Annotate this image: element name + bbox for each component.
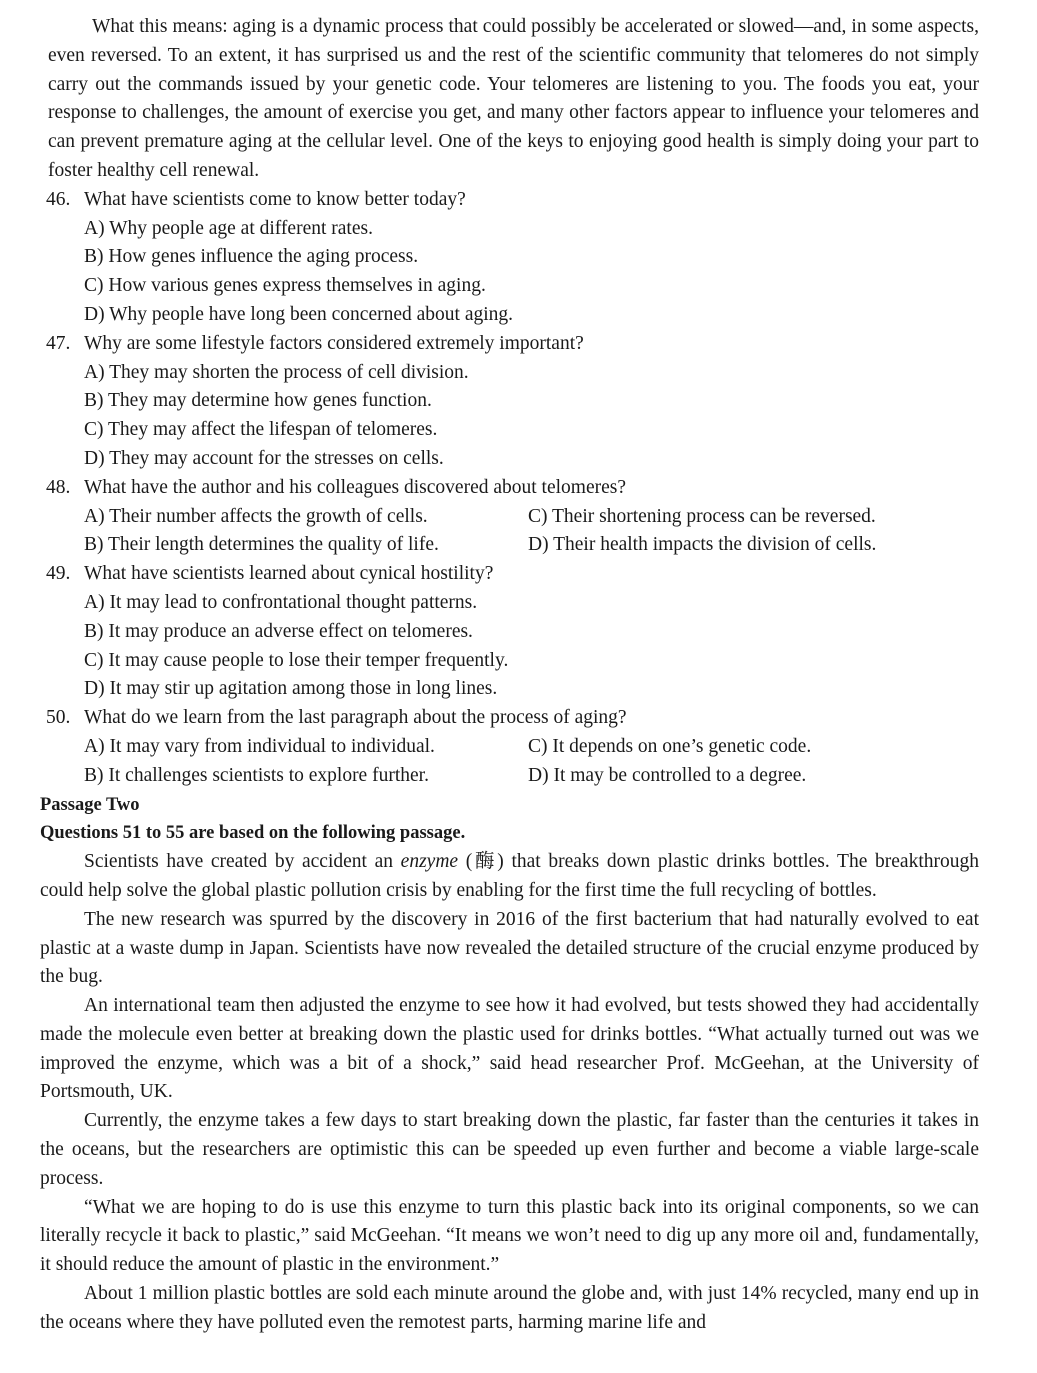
question-stem <box>46 560 979 589</box>
option-c: C) It may cause people to lose their temper frequently. <box>84 649 509 671</box>
passage-instruction: Questions 51 to 55 are based on the following passage. <box>40 823 466 844</box>
question-50 <box>40 704 979 790</box>
passage-paragraph: An international team then adjusted the enzyme to see how it had evolved, but tests showed they had accidentally made the molecule even better at breaking down the plastic used for drinks bottles. “What actually turned out was we improved the enzyme, which was a bit of a shock,” said head researcher Prof. McGeehan, at the University of Portsmouth, UK. <box>40 995 979 1103</box>
option-a: A) It may lead to confrontational thought patterns. <box>84 591 478 613</box>
option-d: D) It may stir up agitation among those in long lines. <box>84 678 498 700</box>
option-c: C) It depends on one’s genetic code. <box>528 735 812 757</box>
passage-paragraph: Currently, the enzyme takes a few days to start breaking down the plastic, far faster than the centuries it takes in the oceans, but the researchers are optimistic this can be speeded up even further and become a viable large-scale process. <box>40 1110 979 1189</box>
option-a: A) It may vary from individual to individual. <box>84 735 435 757</box>
option-row <box>84 762 979 791</box>
option-a: A) They may shorten the process of cell division. <box>84 361 469 383</box>
question-number: 48. <box>46 476 71 498</box>
question-text: What have scientists learned about cynical hostility? <box>84 563 494 585</box>
glossed-term: enzyme <box>400 851 459 873</box>
question-number: 47. <box>46 332 71 354</box>
question-text: What have scientists come to know better today? <box>84 188 466 210</box>
question-stem <box>46 704 979 733</box>
passage-paragraph: “What we are hoping to do is use this enzyme to turn this plastic back into its original components, so we can literally recycle it back to plastic,” said McGeehan. “It means we won’t need to dig up any more oil and, fundamentally, it should reduce the amount of plastic in the environment.” <box>40 1196 979 1276</box>
question-number: 50. <box>46 707 71 729</box>
question-49 <box>40 560 979 704</box>
question-number: 46. <box>46 188 71 210</box>
option-b: B) They may determine how genes function. <box>84 390 432 412</box>
question-48 <box>40 474 979 560</box>
passage-title: Passage Two <box>40 794 140 815</box>
option-row <box>84 531 979 560</box>
option-a: A) Why people age at different rates. <box>84 217 373 239</box>
term-gloss: (酶) <box>458 851 512 873</box>
question-stem <box>46 186 979 215</box>
option-b: B) Their length determines the quality of life. <box>84 534 439 556</box>
option-d: D) Their health impacts the division of cells. <box>528 534 877 556</box>
option-row <box>84 733 979 762</box>
passage-paragraph: The new research was spurred by the discovery in 2016 of the first bacterium that had naturally evolved to eat plastic at a waste dump in Japan. Scientists have now revealed the detailed structure of the crucial enzyme produced by the bug. <box>40 908 979 988</box>
passage-paragraph: About 1 million plastic bottles are sold each minute around the globe and, with just 14% recycled, many end up in the oceans where they have polluted even the remotest parts, harming marine life and <box>40 1283 979 1333</box>
passage-paragraph <box>40 848 979 906</box>
option-c: C) They may affect the lifespan of telomeres. <box>84 419 438 441</box>
option-a: A) Their number affects the growth of cells. <box>84 505 428 527</box>
option-b: B) How genes influence the aging process. <box>84 246 419 268</box>
paragraph-text: that breaks down plastic drinks bottles. The breakthrough could help solve the global plastic pollution crisis by enabling for the first time the full recycling of bottles. <box>40 851 979 901</box>
question-number: 49. <box>46 563 71 585</box>
question-text: Why are some lifestyle factors considered extremely important? <box>84 332 584 354</box>
question-47 <box>40 330 979 474</box>
question-text: What have the author and his colleagues discovered about telomeres? <box>84 476 627 498</box>
intro-paragraph: What this means: aging is a dynamic process that could possibly be accelerated or slowed—and, in some aspects, even reversed. To an extent, it has surprised us and the rest of the scientific community that telomeres do not simply carry out the commands issued by your genetic code. Your telomeres are listening to you. The foods you eat, your response to challenges, the amount of exercise you get, and many other factors appear to influence your telomeres and can prevent premature aging at the cellular level. One of the keys to enjoying good health is simply doing your part to foster healthy cell renewal. <box>48 16 979 181</box>
option-b: B) It challenges scientists to explore further. <box>84 764 429 786</box>
question-stem <box>46 474 979 503</box>
option-d: D) They may account for the stresses on cells. <box>84 447 444 469</box>
option-d: D) Why people have long been concerned about aging. <box>84 303 514 325</box>
question-stem <box>46 330 979 359</box>
question-text: What do we learn from the last paragraph about the process of aging? <box>84 707 627 729</box>
option-c: C) How various genes express themselves in aging. <box>84 275 486 297</box>
option-d: D) It may be controlled to a degree. <box>528 764 807 786</box>
option-row <box>84 503 979 532</box>
option-c: C) Their shortening process can be reversed. <box>528 505 876 527</box>
paragraph-text: Scientists have created by accident an <box>84 851 401 873</box>
question-46 <box>40 186 979 330</box>
option-b: B) It may produce an adverse effect on telomeres. <box>84 620 473 642</box>
